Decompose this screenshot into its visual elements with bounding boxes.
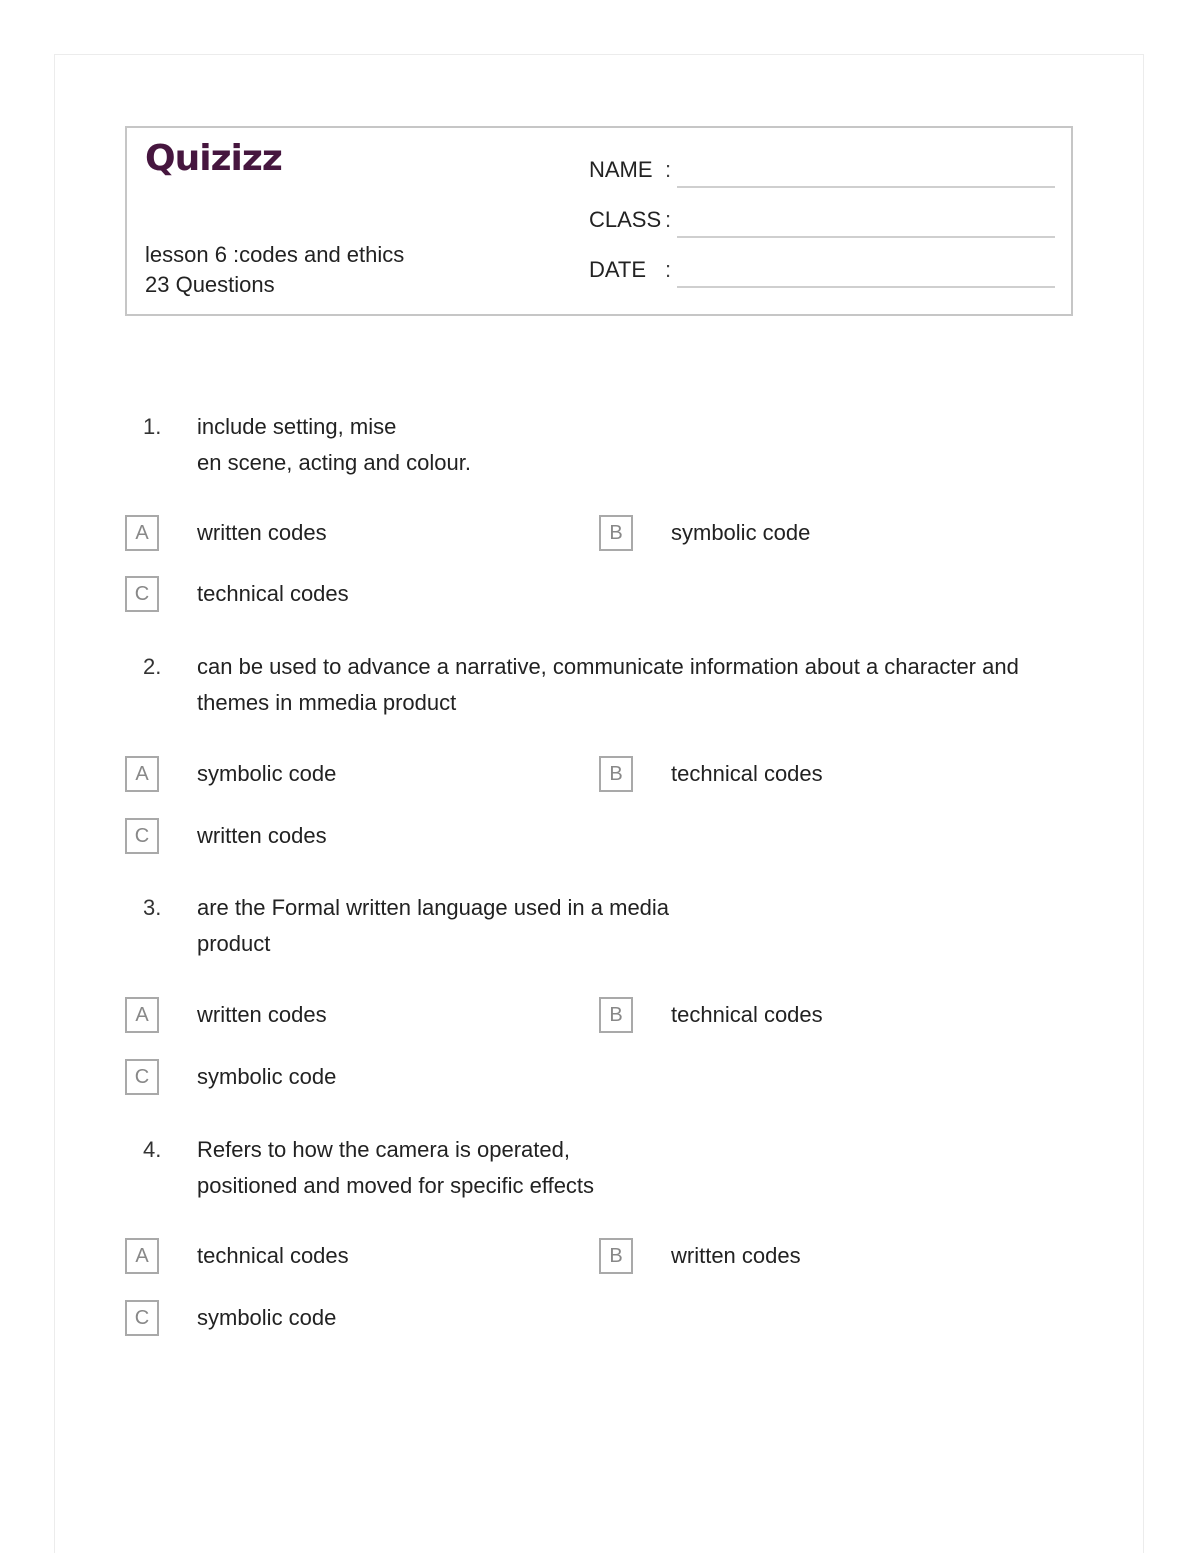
option-text: technical codes [197, 1243, 349, 1268]
date-field[interactable] [589, 256, 1057, 296]
class-field[interactable] [589, 206, 1057, 246]
class-line[interactable] [677, 236, 1055, 238]
class-colon: : [665, 207, 672, 232]
option-text: symbolic code [197, 761, 337, 786]
option-text: symbolic code [197, 1064, 337, 1089]
question-line: positioned and moved for specific effects [197, 1173, 595, 1198]
question-text [197, 649, 1077, 721]
option-text: written codes [197, 823, 327, 848]
option-letter-box[interactable]: A [125, 756, 159, 792]
name-line[interactable] [677, 186, 1055, 188]
option-text: written codes [197, 1002, 327, 1027]
quiz-title: lesson 6 :codes and ethics [145, 242, 405, 267]
date-label: DATE [589, 257, 647, 282]
option-text: technical codes [671, 1002, 823, 1027]
question-line: can be used to advance a narrative, communicate information about a character and [197, 654, 1019, 679]
class-label: CLASS [589, 207, 662, 232]
option-letter-box[interactable]: A [125, 515, 159, 551]
question-line: product [197, 931, 271, 956]
date-colon: : [665, 257, 672, 282]
name-field[interactable] [589, 156, 1057, 196]
question-text [197, 890, 1077, 962]
option-letter-box[interactable]: C [125, 818, 159, 854]
option-letter-box[interactable]: B [599, 515, 633, 551]
question-number: 4. [143, 1137, 162, 1162]
name-colon: : [665, 157, 672, 182]
option-letter-box[interactable]: C [125, 576, 159, 612]
question-line: Refers to how the camera is operated, [197, 1137, 570, 1162]
option-text: symbolic code [197, 1305, 337, 1330]
option-text: written codes [197, 520, 327, 545]
question-line: en scene, acting and colour. [197, 450, 471, 475]
date-line[interactable] [677, 286, 1055, 288]
option-text: technical codes [671, 761, 823, 786]
question-text [197, 409, 1077, 481]
question-line: themes in mmedia product [197, 690, 457, 715]
name-label: NAME [589, 157, 653, 182]
option-text: written codes [671, 1243, 801, 1268]
option-letter-box[interactable]: B [599, 1238, 633, 1274]
question-line: are the Formal written language used in a media [197, 895, 670, 920]
option-letter-box[interactable]: B [599, 997, 633, 1033]
question-line: include setting, mise [197, 414, 397, 439]
option-letter-box[interactable]: C [125, 1059, 159, 1095]
worksheet-header [125, 126, 1073, 316]
question-count: 23 Questions [145, 272, 275, 297]
question-number: 2. [143, 654, 162, 679]
option-letter-box[interactable]: C [125, 1300, 159, 1336]
option-text: symbolic code [671, 520, 811, 545]
option-letter-box[interactable]: B [599, 756, 633, 792]
option-letter-box[interactable]: A [125, 1238, 159, 1274]
option-letter-box[interactable]: A [125, 997, 159, 1033]
question-number: 3. [143, 895, 162, 920]
quizizz-logo: Quizizz [145, 138, 282, 179]
question-text [197, 1132, 1077, 1204]
option-text: technical codes [197, 581, 349, 606]
question-number: 1. [143, 414, 162, 439]
